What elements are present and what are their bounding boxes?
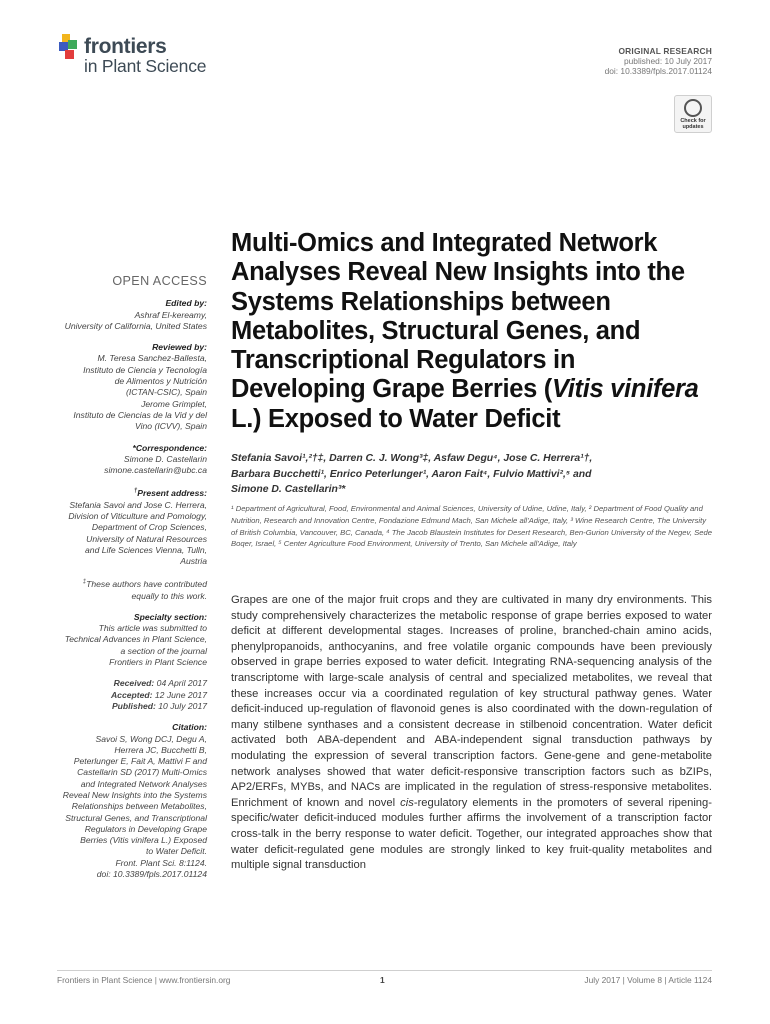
article-type: ORIGINAL RESEARCH xyxy=(618,46,712,56)
edited-by-heading: Edited by: xyxy=(165,298,207,309)
citation-line: Reveal New Insights into the Systems xyxy=(62,790,207,800)
citation-line: Regulators in Developing Grape xyxy=(84,823,207,834)
specialty-line: Frontiers in Plant Science xyxy=(109,657,207,668)
title-species: Vitis vinifera xyxy=(551,375,699,404)
accepted-date xyxy=(57,690,207,701)
equal-contribution-note xyxy=(57,577,207,590)
citation-line: Structural Genes, and Transcriptional xyxy=(65,812,207,823)
reviewer-line: Jerome Grimplet, xyxy=(141,398,207,409)
sidebar xyxy=(57,276,207,880)
citation-line: to Water Deficit. xyxy=(146,846,207,857)
present-address-line: University of Natural Resources xyxy=(86,533,207,544)
brand-name: frontiers xyxy=(84,35,167,58)
specialty-line: This article was submitted to xyxy=(98,623,207,634)
authors-line: Simone D. Castellarin³* xyxy=(231,484,346,495)
specialty-line: a section of the journal xyxy=(120,645,207,656)
present-address-heading xyxy=(57,486,207,499)
published-label: Published: xyxy=(111,700,156,711)
equal-contribution-line: equally to this work. xyxy=(131,590,207,601)
footer-journal-link[interactable]: Frontiers in Plant Science | www.frontiersin.org xyxy=(57,975,231,985)
present-address-line: Stefania Savoi and Jose C. Herrera, xyxy=(69,499,207,510)
check-updates-label: Check for updates xyxy=(680,118,706,130)
citation-line: Castellarin SD (2017) Multi-Omics xyxy=(77,767,207,778)
footer-divider xyxy=(57,970,712,971)
correspondence-name: Simone D. Castellarin xyxy=(123,453,207,464)
citation-line: Berries (Vitis vinifera L.) Exposed xyxy=(80,835,207,846)
frontiers-logo-icon xyxy=(59,34,81,60)
present-address-mark: † xyxy=(133,488,138,495)
citation-heading: Citation: xyxy=(172,722,207,733)
title-part: L.) Exposed to Water Deficit xyxy=(231,404,561,433)
published-date-sidebar xyxy=(57,701,207,712)
accepted-label: Accepted: xyxy=(110,689,153,700)
present-address-line: and Life Sciences Vienna, Tulln, xyxy=(85,544,207,555)
specialty-section-heading: Specialty section: xyxy=(133,611,207,622)
journal-logo[interactable] xyxy=(84,36,206,76)
abstract xyxy=(231,593,712,874)
page-number: 1 xyxy=(380,975,385,985)
authors-line: Barbara Bucchetti¹, Enrico Peterlunger¹, Aaron Fait⁴, Fulvio Mattivi²,⁵ and xyxy=(231,468,592,480)
accepted-value: 12 June 2017 xyxy=(154,689,207,700)
abstract-text: -regulatory elements in the promoters of several ripening-specific/water deficit-induced modules further affirms the involvement of a transcription factor cross-talk in the berry response to water deficit. Together, our integrated approaches show that water deficit-regulated gene modules are strongly linked to key fruit-quality metabolites and multiple signal transduction xyxy=(231,796,712,872)
present-address-line: Austria xyxy=(180,556,207,567)
received-label: Received: xyxy=(113,678,155,689)
reviewer-line: (ICTAN-CSIC), Spain xyxy=(125,387,207,398)
editor-affiliation: University of California, United States xyxy=(64,320,207,331)
affiliations: ¹ Department of Agricultural, Food, Environmental and Animal Sciences, University of Udine, Udine, Italy, ² Department of Food Quality and Nutrition, Research and Innovation Centre, Fondazione Edmund Mach, San Michele all'Adige, Italy, ³ Wine Research Centre, The University of British Columbia, Vancouver, BC, Canada, ⁴ The Jacob Blaustein Institutes for Desert Research, Ben-Gurion University of the Negev, Sede Boqer, Israel, ⁵ Center Agriculture Food Environment, University of Trento, San Michele all'Adige, Italy xyxy=(231,504,713,549)
article-doi[interactable]: doi: 10.3389/fpls.2017.01124 xyxy=(604,66,712,76)
equal-contribution-line: These authors have contributed xyxy=(86,579,207,590)
reviewed-by-heading: Reviewed by: xyxy=(152,342,207,353)
authors-line: Stefania Savoi¹,²†‡, Darren C. J. Wong³‡, Asfaw Degu⁴, Jose C. Herrera¹†, xyxy=(231,453,593,464)
correspondence-heading: *Correspondence: xyxy=(132,442,207,453)
open-access-label: OPEN ACCESS xyxy=(112,274,207,288)
received-value: 04 April 2017 xyxy=(156,678,207,689)
citation-doi[interactable]: doi: 10.3389/fpls.2017.01124 xyxy=(96,869,207,880)
check-for-updates-button[interactable] xyxy=(674,95,712,133)
citation-line: and Integrated Network Analyses xyxy=(80,778,207,789)
reviewer-line: Instituto de Ciencias de la Vid y del xyxy=(73,409,207,420)
article-title xyxy=(231,229,711,434)
present-address-line: Department of Crop Sciences, xyxy=(91,522,207,533)
journal-name: in Plant Science xyxy=(84,56,207,76)
citation-line: Front. Plant Sci. 8:1124. xyxy=(115,857,207,868)
correspondence-email[interactable]: simone.castellarin@ubc.ca xyxy=(104,465,207,476)
title-part: Multi-Omics and Integrated Network Analyses Reveal New Insights into the Systems Relationships between Metabolites, Structural Genes, and Transcriptional Regulators in Developing Grape Berries ( xyxy=(231,229,685,404)
article-meta xyxy=(605,46,712,76)
citation-line: Herrera JC, Bucchetti B, xyxy=(114,744,207,755)
equal-contribution-mark: ‡ xyxy=(82,579,87,586)
published-date: published: 10 July 2017 xyxy=(623,56,712,66)
footer-volume-info: July 2017 | Volume 8 | Article 1124 xyxy=(584,975,712,985)
reviewer-line: M. Teresa Sanchez-Ballesta, xyxy=(97,353,207,364)
author-list xyxy=(231,451,711,498)
citation-line: Peterlunger E, Fait A, Mattivi F and xyxy=(73,756,207,767)
editor-name: Ashraf El-kereamy, xyxy=(134,309,207,320)
citation-line: Relationships between Metabolites, xyxy=(71,801,207,812)
published-value: 10 July 2017 xyxy=(158,700,207,711)
specialty-line: Technical Advances in Plant Science, xyxy=(64,634,207,645)
reviewer-line: de Alimentos y Nutrición xyxy=(114,376,207,387)
present-address-line: Division of Viticulture and Pomology, xyxy=(68,510,207,521)
received-date xyxy=(57,678,207,689)
abstract-italic: cis xyxy=(400,796,414,809)
present-address-label: Present address: xyxy=(137,488,207,499)
reviewer-line: Instituto de Ciencia y Tecnología xyxy=(83,364,207,375)
reviewer-line: Vino (ICVV), Spain xyxy=(135,421,207,432)
citation-line: Savoi S, Wong DCJ, Degu A, xyxy=(95,733,207,744)
check-updates-icon xyxy=(684,99,702,117)
abstract-text: Grapes are one of the major fruit crops and they are cultivated in many dry environments. This study comprehensively characterizes the metabolic response of grape berries exposed to water deficit at different developmental stages. Increases of proline, branched-chain amino acids, phenylpropanoids, anthocyanins, and free volatile organic compounds have been previously observed in grape berries exposed to water deficit. Integrating RNA-sequencing analysis of the transcriptome with large-scale analysis of central and specialized metabolites, we reveal that these increases occur via a coordinated regulation of key structural pathway genes. Water deficit-induced up-regulation of flavonoid genes is also coordinated with the down-regulation of many stilbene synthases and a consistent decrease in stilbenoid concentration. Water deficit activated both ABA-dependent and ABA-independent signal transduction pathways by modulating the expression of several transcription factors. Gene-gene and gene-metabolite network analyses showed that water deficit-responsive transcription factors such as bZIPs, AP2/ERFs, MYBs, and NACs are implicated in the regulation of stress-responsive metabolites. Enrichment of known and novel xyxy=(231,594,712,809)
